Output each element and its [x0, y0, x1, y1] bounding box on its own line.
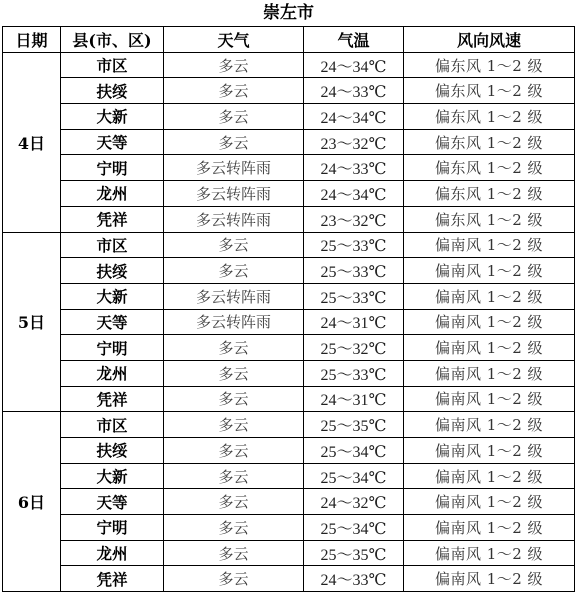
header-wind: 风向风速 — [404, 27, 575, 53]
weather-cell: 多云 — [164, 104, 304, 130]
weather-cell: 多云 — [164, 78, 304, 104]
county-cell: 市区 — [61, 52, 164, 78]
weather-cell: 多云 — [164, 540, 304, 566]
temperature-cell: 25～33℃ — [304, 232, 404, 258]
table-row — [3, 104, 575, 130]
county-cell: 扶绥 — [61, 78, 164, 104]
county-cell: 宁明 — [61, 335, 164, 361]
county-cell: 天等 — [61, 309, 164, 335]
table-row — [3, 155, 575, 181]
county-cell: 龙州 — [61, 360, 164, 386]
weather-cell: 多云转阵雨 — [164, 309, 304, 335]
wind-cell: 偏南风 1～2 级 — [404, 283, 575, 309]
county-cell: 大新 — [61, 463, 164, 489]
temperature-cell: 25～33℃ — [304, 283, 404, 309]
header-date: 日期 — [3, 27, 61, 53]
county-cell: 扶绥 — [61, 438, 164, 464]
table-row — [3, 438, 575, 464]
temperature-cell: 24～32℃ — [304, 489, 404, 515]
table-row — [3, 232, 575, 258]
forecast-table-body — [3, 52, 575, 591]
wind-cell: 偏东风 1～2 级 — [404, 78, 575, 104]
table-row — [3, 78, 575, 104]
wind-cell: 偏南风 1～2 级 — [404, 566, 575, 592]
wind-cell: 偏东风 1～2 级 — [404, 52, 575, 78]
weather-cell: 多云 — [164, 489, 304, 515]
table-row — [3, 386, 575, 412]
table-row — [3, 489, 575, 515]
temperature-cell: 25～34℃ — [304, 438, 404, 464]
table-row — [3, 258, 575, 284]
temperature-cell: 25～33℃ — [304, 360, 404, 386]
wind-cell: 偏南风 1～2 级 — [404, 335, 575, 361]
table-row — [3, 540, 575, 566]
temperature-cell: 24～34℃ — [304, 104, 404, 130]
page-title: 崇左市 — [263, 3, 314, 23]
wind-cell: 偏南风 1～2 级 — [404, 360, 575, 386]
wind-cell: 偏南风 1～2 级 — [404, 232, 575, 258]
temperature-cell: 24～33℃ — [304, 566, 404, 592]
temperature-cell: 25～35℃ — [304, 412, 404, 438]
weather-cell: 多云转阵雨 — [164, 181, 304, 207]
temperature-cell: 24～31℃ — [304, 309, 404, 335]
temperature-cell: 23～32℃ — [304, 129, 404, 155]
forecast-table — [2, 26, 575, 592]
weather-cell: 多云转阵雨 — [164, 206, 304, 232]
date-cell: 5日 — [3, 232, 61, 412]
table-row — [3, 309, 575, 335]
wind-cell: 偏东风 1～2 级 — [404, 104, 575, 130]
table-row — [3, 360, 575, 386]
wind-cell: 偏东风 1～2 级 — [404, 129, 575, 155]
table-row — [3, 206, 575, 232]
table-row — [3, 129, 575, 155]
header-county: 县(市、区) — [61, 27, 164, 53]
county-cell: 凭祥 — [61, 386, 164, 412]
weather-cell: 多云 — [164, 463, 304, 489]
wind-cell: 偏南风 1～2 级 — [404, 386, 575, 412]
header-row — [3, 27, 575, 53]
weather-cell: 多云 — [164, 438, 304, 464]
table-row — [3, 463, 575, 489]
wind-cell: 偏南风 1～2 级 — [404, 309, 575, 335]
weather-cell: 多云转阵雨 — [164, 283, 304, 309]
county-cell: 宁明 — [61, 515, 164, 541]
county-cell: 大新 — [61, 104, 164, 130]
temperature-cell: 24～31℃ — [304, 386, 404, 412]
temperature-cell: 24～34℃ — [304, 52, 404, 78]
wind-cell: 偏南风 1～2 级 — [404, 540, 575, 566]
county-cell: 龙州 — [61, 540, 164, 566]
county-cell: 天等 — [61, 129, 164, 155]
weather-cell: 多云 — [164, 335, 304, 361]
weather-cell: 多云 — [164, 386, 304, 412]
header-weather: 天气 — [164, 27, 304, 53]
weather-cell: 多云 — [164, 52, 304, 78]
table-row — [3, 52, 575, 78]
table-row — [3, 412, 575, 438]
wind-cell: 偏东风 1～2 级 — [404, 206, 575, 232]
wind-cell: 偏南风 1～2 级 — [404, 489, 575, 515]
temperature-cell: 25～34℃ — [304, 463, 404, 489]
header-temperature: 气温 — [304, 27, 404, 53]
temperature-cell: 24～33℃ — [304, 155, 404, 181]
wind-cell: 偏东风 1～2 级 — [404, 181, 575, 207]
table-row — [3, 283, 575, 309]
weather-cell: 多云 — [164, 566, 304, 592]
county-cell: 市区 — [61, 232, 164, 258]
county-cell: 天等 — [61, 489, 164, 515]
wind-cell: 偏南风 1～2 级 — [404, 438, 575, 464]
temperature-cell: 24～34℃ — [304, 181, 404, 207]
county-cell: 市区 — [61, 412, 164, 438]
temperature-cell: 25～32℃ — [304, 335, 404, 361]
county-cell: 大新 — [61, 283, 164, 309]
date-cell: 6日 — [3, 412, 61, 592]
temperature-cell: 24～33℃ — [304, 78, 404, 104]
county-cell: 凭祥 — [61, 566, 164, 592]
county-cell: 扶绥 — [61, 258, 164, 284]
weather-cell: 多云 — [164, 360, 304, 386]
temperature-cell: 25～35℃ — [304, 540, 404, 566]
wind-cell: 偏南风 1～2 级 — [404, 515, 575, 541]
weather-cell: 多云转阵雨 — [164, 155, 304, 181]
county-cell: 凭祥 — [61, 206, 164, 232]
wind-cell: 偏南风 1～2 级 — [404, 412, 575, 438]
temperature-cell: 25～33℃ — [304, 258, 404, 284]
table-row — [3, 335, 575, 361]
weather-cell: 多云 — [164, 515, 304, 541]
table-row — [3, 566, 575, 592]
weather-cell: 多云 — [164, 258, 304, 284]
wind-cell: 偏东风 1～2 级 — [404, 155, 575, 181]
table-row — [3, 515, 575, 541]
date-cell: 4日 — [3, 52, 61, 232]
weather-cell: 多云 — [164, 412, 304, 438]
table-row — [3, 181, 575, 207]
weather-cell: 多云 — [164, 129, 304, 155]
temperature-cell: 23～32℃ — [304, 206, 404, 232]
county-cell: 宁明 — [61, 155, 164, 181]
wind-cell: 偏南风 1～2 级 — [404, 463, 575, 489]
county-cell: 龙州 — [61, 181, 164, 207]
temperature-cell: 25～34℃ — [304, 515, 404, 541]
wind-cell: 偏南风 1～2 级 — [404, 258, 575, 284]
weather-cell: 多云 — [164, 232, 304, 258]
